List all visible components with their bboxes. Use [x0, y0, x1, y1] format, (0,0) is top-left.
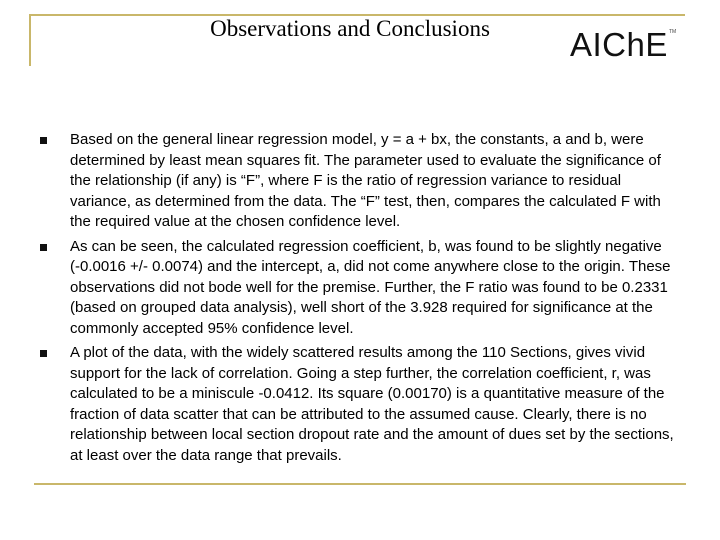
bullet-item	[40, 130, 680, 233]
bullet-square-icon	[40, 244, 47, 251]
aiche-logo: AIChE	[570, 26, 668, 63]
bullet-text: A plot of the data, with the widely scattered results among the 110 Sections, gives vivid support for the lack of correlation. Going a step further, the correlation coefficient, r, was calculated to be a miniscule -0.0412. Its square (0.00170) is a quantitative measure of the fraction of data scatter that can be attributed to the assumed cause. Clearly, there is no relationship between local section dropout rate and the amount of dues set by the sections, at least over the data range that prevails.	[70, 344, 674, 464]
bullet-list	[40, 130, 680, 470]
bullet-square-icon	[40, 350, 47, 357]
slide-title: Observations and Conclusions	[210, 16, 490, 41]
logo-trademark: TM	[669, 29, 677, 35]
bullet-item	[40, 237, 680, 340]
frame-left-rule	[29, 14, 31, 66]
frame-bottom-rule	[34, 483, 686, 485]
bullet-item	[40, 343, 680, 466]
bullet-text: Based on the general linear regression model, y = a + bx, the constants, a and b, were determined by least mean squares fit. The parameter used to evaluate the significance of the relationship (if any) is “F”, where F is the ratio of regression variance to residual variance, as determined from the data. The “F” test, then, compares the calculated F with the required value at the chosen confidence level.	[70, 131, 661, 230]
bullet-square-icon	[40, 137, 47, 144]
bullet-text: As can be seen, the calculated regression coefficient, b, was found to be slightly negative (-0.0016 +/- 0.0074) and the intercept, a, did not come anywhere close to the origin. These observations did not bode well for the premise. Further, the F ratio was found to be 0.2331 (based on grouped data analysis), well short of the 3.928 required for significance at the commonly accepted 95% confidence level.	[70, 237, 671, 337]
